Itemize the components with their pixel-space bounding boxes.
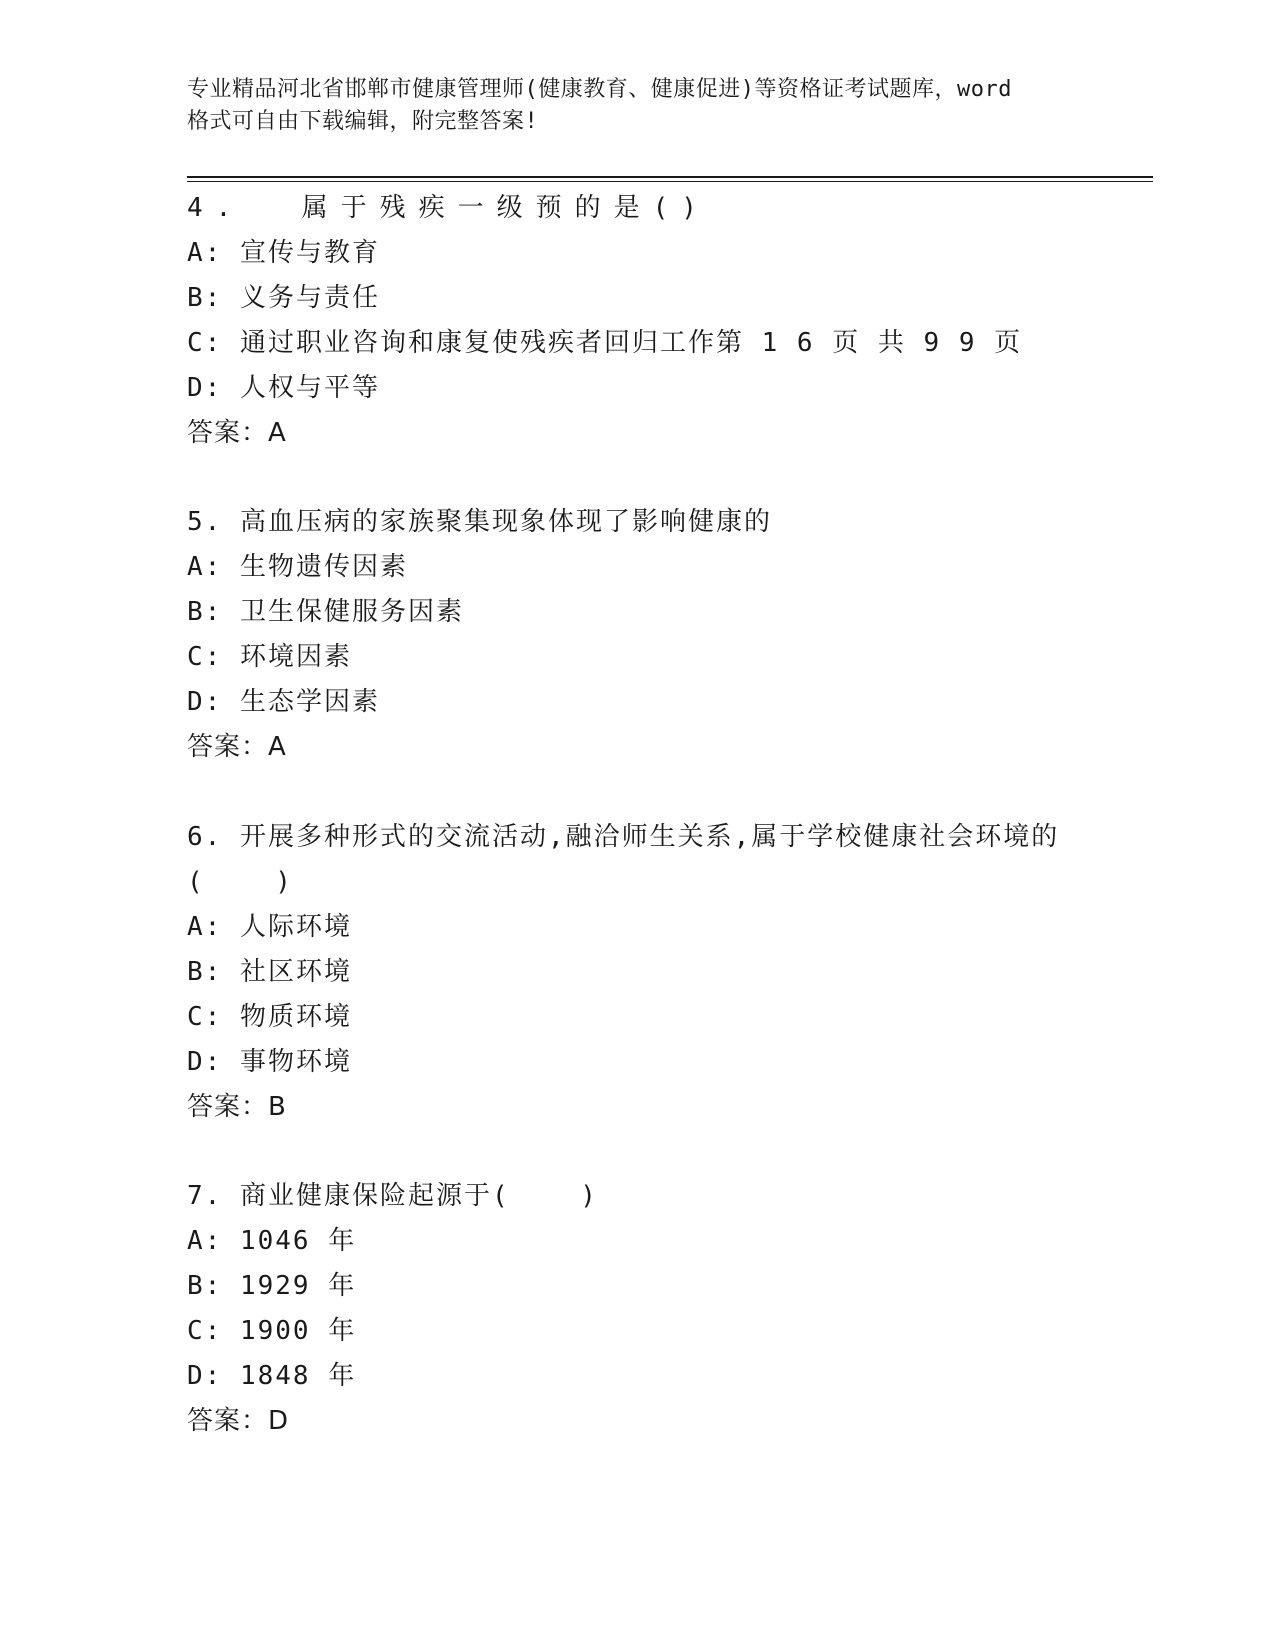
question-4-option-b: B: 义务与责任 <box>187 283 380 313</box>
question-4-answer: 答案：A <box>187 418 287 448</box>
question-5-option-a: A: 生物遗传因素 <box>187 552 408 582</box>
question-7-option-d: D: 1848 年 <box>187 1361 357 1391</box>
header-line-1: 专业精品河北省邯郸市健康管理师(健康教育、健康促进)等资格证考试题库，word <box>187 77 1012 102</box>
header-divider-thin <box>187 181 1153 182</box>
question-6-option-c: C: 物质环境 <box>187 1002 352 1032</box>
header-divider-thick <box>187 176 1153 178</box>
question-5-option-b: B: 卫生保健服务因素 <box>187 597 464 627</box>
question-7-option-b: B: 1929 年 <box>187 1271 357 1301</box>
header-line-2: 格式可自由下载编辑，附完整答案! <box>187 109 539 134</box>
question-4-option-a: A: 宣传与教育 <box>187 238 380 268</box>
question-4-stem: 4. 属于残疾一级预的是() <box>187 193 710 223</box>
question-5-answer: 答案：A <box>187 732 287 762</box>
question-4-option-c: C: 通过职业咨询和康复使残疾者回归工作第 1 6 页 共 9 9 页 <box>187 328 1023 358</box>
question-7-answer: 答案：D <box>187 1406 290 1436</box>
question-5-option-c: C: 环境因素 <box>187 642 352 672</box>
question-5-stem: 5. 高血压病的家族聚集现象体现了影响健康的 <box>187 507 772 537</box>
question-6-option-d: D: 事物环境 <box>187 1047 352 1077</box>
question-5-option-d: D: 生态学因素 <box>187 687 380 717</box>
question-7-stem: 7. 商业健康保险起源于( ) <box>187 1181 598 1211</box>
question-4-option-d: D: 人权与平等 <box>187 373 380 403</box>
question-6-option-a: A: 人际环境 <box>187 912 352 942</box>
document-header <box>187 74 1087 138</box>
question-6-stem-continued: ( ) <box>187 867 293 897</box>
question-7-option-c: C: 1900 年 <box>187 1316 357 1346</box>
question-6-stem: 6. 开展多种形式的交流活动,融洽师生关系,属于学校健康社会环境的 <box>187 822 1060 852</box>
question-6-option-b: B: 社区环境 <box>187 957 352 987</box>
question-7-option-a: A: 1046 年 <box>187 1226 357 1256</box>
question-6-answer: 答案：B <box>187 1092 287 1122</box>
